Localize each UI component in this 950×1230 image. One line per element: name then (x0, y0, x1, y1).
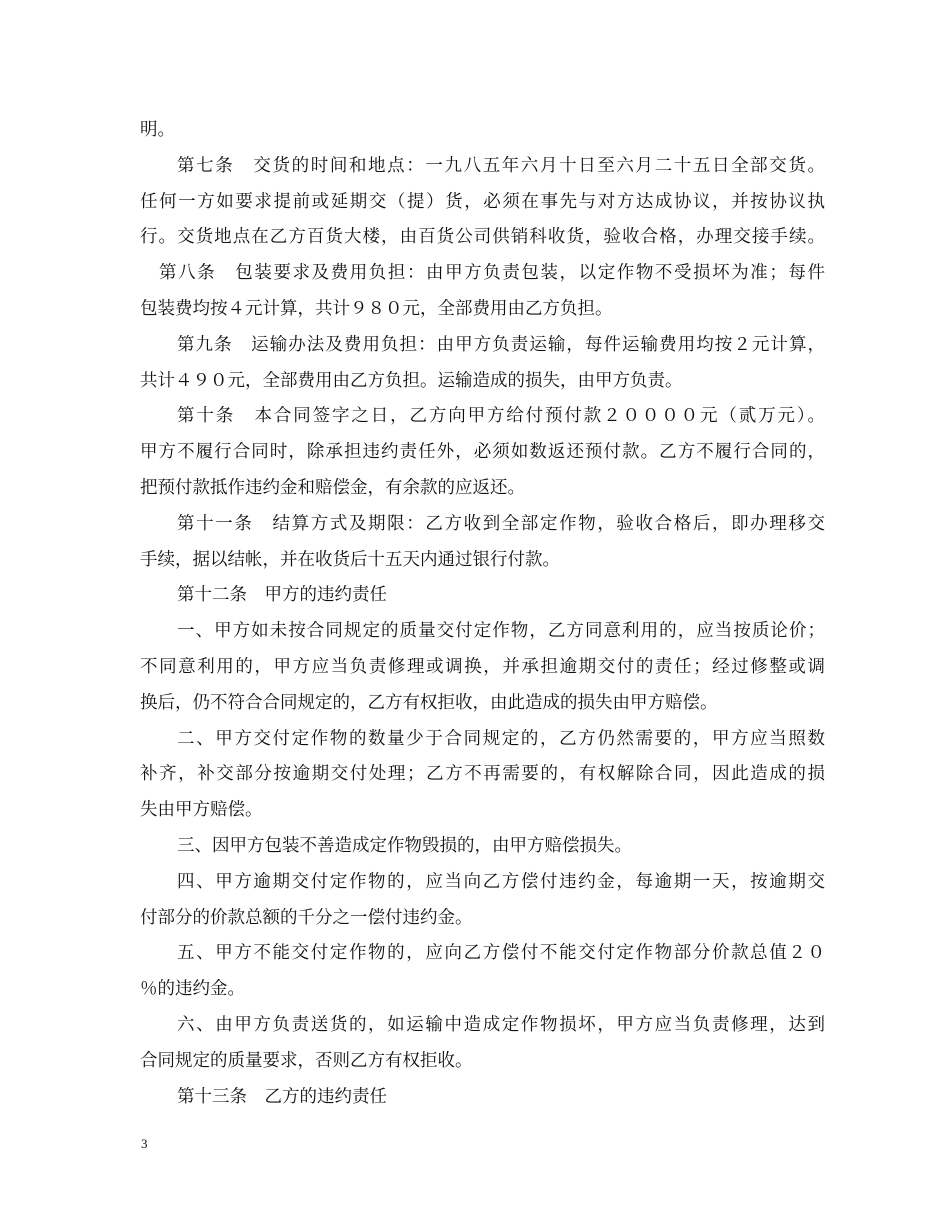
text-line: 第十二条 甲方的违约责任 (177, 585, 387, 606)
text-line: 手续，据以结帐，并在收货后十五天内通过银行付款。 (140, 549, 560, 570)
text-line: 换后，仍不符合合同规定的，乙方有权拒收，由此造成的损失由甲方赔偿。 (140, 692, 718, 713)
text-line: 把预付款抵作违约金和赔偿金，有余款的应返还。 (140, 477, 525, 498)
text-line: 六、由甲方负责送货的，如运输中造成定作物损坏，甲方应当负责修理，达到 (177, 1014, 825, 1035)
text-line: 第九条 运输办法及费用负担：由甲方负责运输，每件运输费用均按２元计算， (177, 334, 825, 355)
text-line: 任何一方如要求提前或延期交（提）货，必须在事先与对方达成协议，并按协议执 (140, 191, 825, 212)
text-line: 第八条 包装要求及费用负担：由甲方负责包装，以定作物不受损坏为准；每件 (159, 263, 825, 284)
text-line: 共计４９０元，全部费用由乙方负担。运输造成的损失，由甲方负责。 (140, 370, 683, 391)
text-line: ％的违约金。 (140, 979, 245, 1000)
text-line: 五、甲方不能交付定作物的，应向乙方偿付不能交付定作物部分价款总值２０ (177, 943, 825, 964)
text-line: 付部分的价款总额的千分之一偿付违约金。 (140, 907, 473, 928)
text-line: 第十条 本合同签字之日，乙方向甲方给付预付款２００００元（贰万元）。 (177, 406, 825, 427)
text-line: 第七条 交货的时间和地点：一九八五年六月十日至六月二十五日全部交货。 (177, 155, 825, 176)
text-line: 行。交货地点在乙方百货大楼，由百货公司供销科收货，验收合格，办理交接手续。 (140, 227, 825, 248)
text-line: 明。 (140, 120, 175, 140)
text-line: 甲方不履行合同时，除承担违约责任外，必须如数返还预付款。乙方不履行合同的， (140, 442, 825, 463)
page-number: 3 (141, 1136, 148, 1151)
text-line: 补齐，补交部分按逾期交付处理；乙方不再需要的，有权解除合同，因此造成的损 (140, 764, 825, 785)
text-line: 不同意利用的，甲方应当负责修理或调换，并承担逾期交付的责任；经过修整或调 (140, 656, 825, 677)
text-line: 三、因甲方包装不善造成定作物毁损的，由甲方赔偿损失。 (177, 835, 632, 856)
text-line: 二、甲方交付定作物的数量少于合同规定的，乙方仍然需要的，甲方应当照数 (177, 728, 825, 749)
text-line: 四、甲方逾期交付定作物的，应当向乙方偿付违约金，每逾期一天，按逾期交 (177, 871, 825, 892)
text-line: 一、甲方如未按合同规定的质量交付定作物，乙方同意利用的，应当按质论价； (177, 621, 825, 642)
text-line: 第十三条 乙方的违约责任 (177, 1086, 387, 1107)
text-line: 合同规定的质量要求，否则乙方有权拒收。 (140, 1050, 473, 1071)
text-line: 第十一条 结算方式及期限：乙方收到全部定作物，验收合格后，即办理移交 (177, 513, 825, 534)
text-line: 失由甲方赔偿。 (140, 800, 263, 821)
text-line: 包装费均按４元计算，共计９８０元，全部费用由乙方负担。 (140, 298, 613, 319)
document-body (140, 113, 825, 1115)
